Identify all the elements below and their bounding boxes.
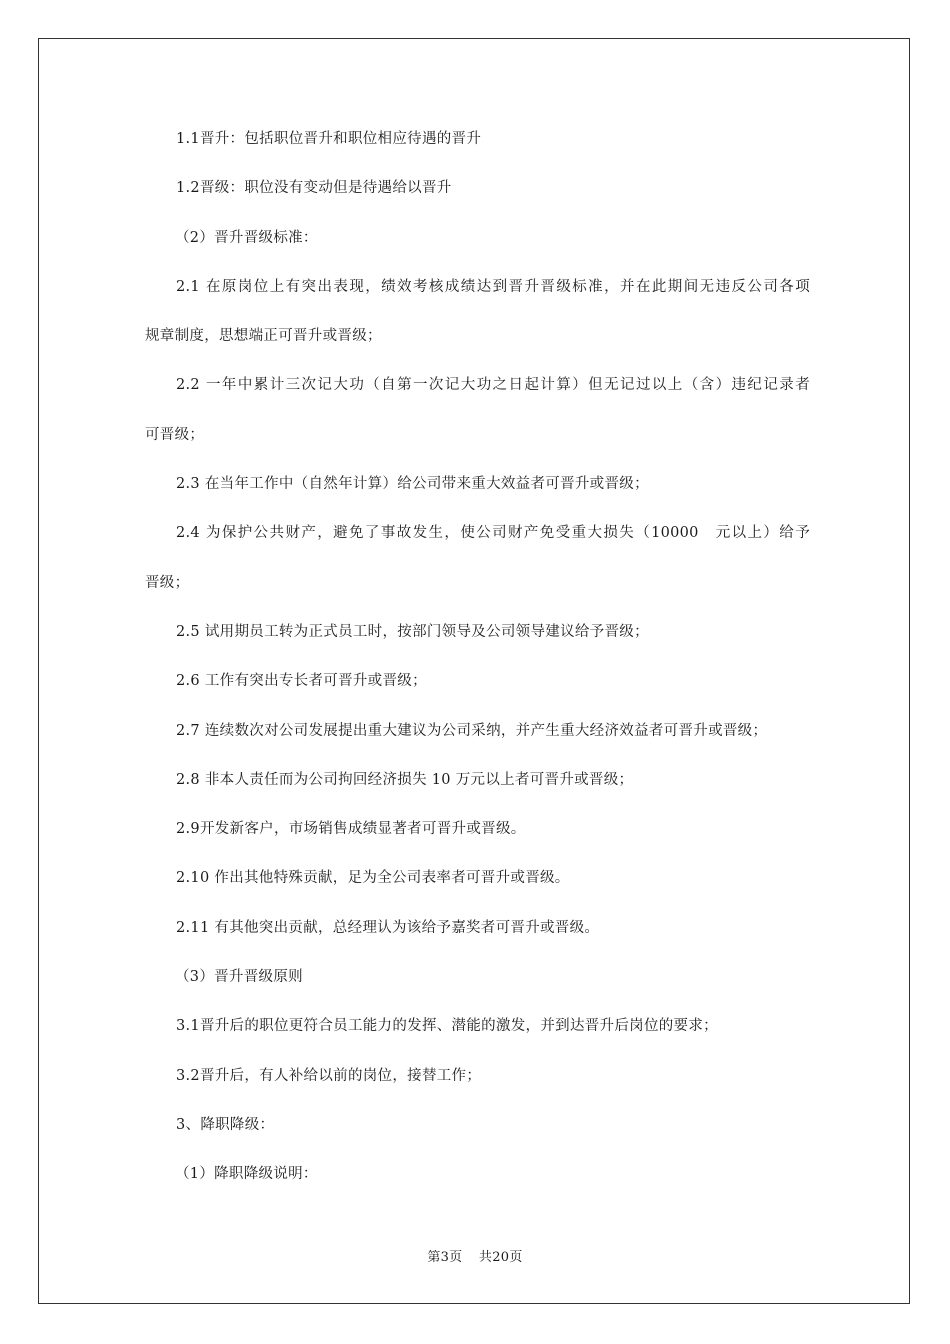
paragraph: 2.4 为保护公共财产，避免了事故发生，使公司财产免受重大损失（10000 元以上）给予 bbox=[176, 525, 810, 542]
section-heading: （1）降职降级说明： bbox=[175, 1166, 318, 1183]
paragraph: 1.2晋级：职位没有变动但是待遇给以晋升 bbox=[176, 180, 452, 197]
paragraph: 2.1 在原岗位上有突出表现，绩效考核成绩达到晋升晋级标准，并在此期间无违反公司各项 bbox=[176, 278, 810, 295]
paragraph: 2.11 有其他突出贡献，总经理认为该给予嘉奖者可晋升或晋级。 bbox=[176, 919, 600, 936]
paragraph: 2.9开发新客户，市场销售成绩显著者可晋升或晋级。 bbox=[176, 821, 526, 838]
page-footer bbox=[0, 1246, 950, 1265]
document-body bbox=[145, 124, 810, 1209]
paragraph: 1.1晋升：包括职位晋升和职位相应待遇的晋升 bbox=[176, 131, 482, 147]
paragraph-continuation: 规章制度，思想端正可晋升或晋级； bbox=[145, 328, 382, 345]
section-heading: 3、降职降级： bbox=[176, 1116, 275, 1133]
paragraph: 2.7 连续数次对公司发展提出重大建议为公司采纳，并产生重大经济效益者可晋升或晋级； bbox=[176, 722, 768, 739]
paragraph-continuation: 可晋级； bbox=[145, 426, 205, 443]
paragraph: 2.10 作出其他特殊贡献，足为全公司表率者可晋升或晋级。 bbox=[176, 870, 570, 887]
paragraph: 3.2晋升后，有人补给以前的岗位，接替工作； bbox=[176, 1067, 482, 1084]
section-heading: （3）晋升晋级原则 bbox=[175, 969, 303, 986]
paragraph: 3.1晋升后的职位更符合员工能力的发挥、潜能的激发，并到达晋升后岗位的要求； bbox=[176, 1018, 718, 1035]
page-number: 第3页 bbox=[427, 1250, 463, 1265]
paragraph: 2.5 试用期员工转为正式员工时，按部门领导及公司领导建议给予晋级； bbox=[176, 623, 649, 640]
paragraph: 2.8 非本人责任而为公司拘回经济损失 10 万元以上者可晋升或晋级； bbox=[176, 771, 634, 788]
page-total: 共20页 bbox=[478, 1250, 523, 1265]
section-heading: （2）晋升晋级标准： bbox=[175, 229, 318, 246]
paragraph: 2.2 一年中累计三次记大功（自第一次记大功之日起计算）但无记过以上（含）违纪记录者 bbox=[176, 377, 810, 394]
paragraph: 2.3 在当年工作中（自然年计算）给公司带来重大效益者可晋升或晋级； bbox=[176, 476, 649, 493]
paragraph-continuation: 晋级； bbox=[145, 574, 190, 591]
paragraph: 2.6 工作有突出专长者可晋升或晋级； bbox=[176, 673, 427, 690]
